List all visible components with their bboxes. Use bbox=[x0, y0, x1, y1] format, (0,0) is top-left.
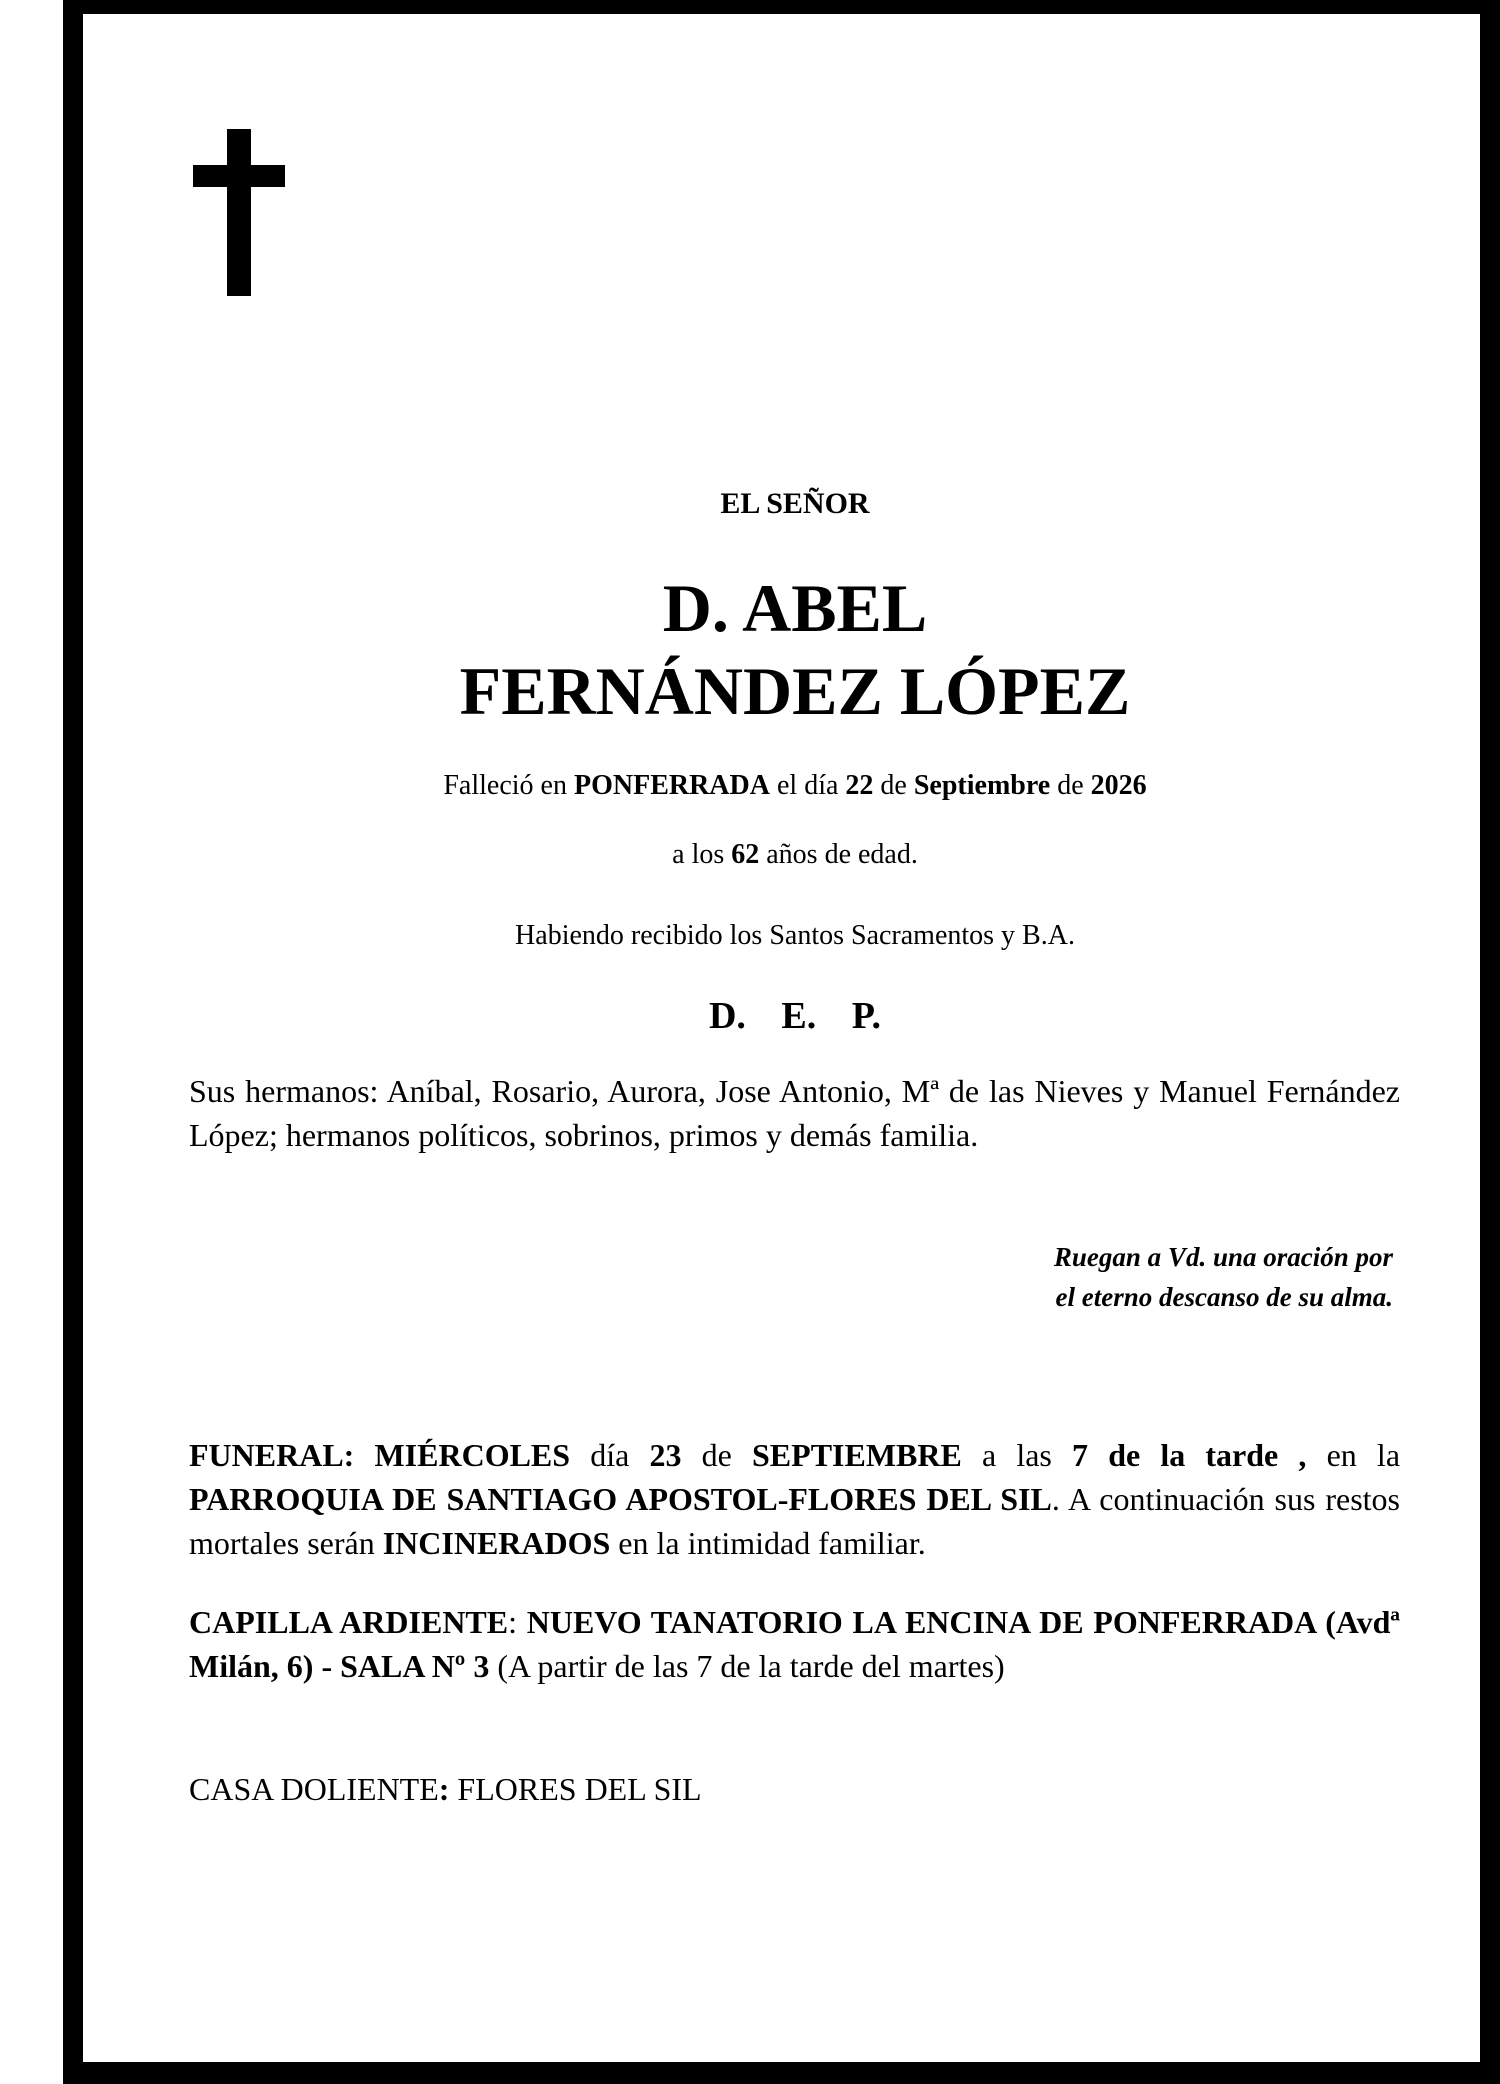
rip-text: D. E. P. bbox=[708, 995, 881, 1037]
family-text: Sus hermanos: Aníbal, Rosario, Aurora, Jose Antonio, Mª de las Nieves y Manuel Fernández López; hermanos políticos, sobrinos, primos y demás familia. bbox=[189, 1073, 1400, 1153]
deceased-name-line2: FERNÁNDEZ LÓPEZ bbox=[459, 653, 1131, 729]
chapel-info: CAPILLA ARDIENTE: NUEVO TANATORIO LA ENCINA DE PONFERRADA (Avdª Milán, 6) - SALA Nº 3 (A partir de las 7 de la tarde del martes) bbox=[189, 1604, 1401, 1684]
death-info: Falleció en PONFERRADA el día 22 de Septiembre de 2026 bbox=[443, 770, 1147, 801]
deceased-name-line1: D. ABEL bbox=[662, 570, 928, 646]
house-info: CASA DOLIENTE: FLORES DEL SIL bbox=[189, 1771, 702, 1807]
cross-icon bbox=[193, 129, 285, 296]
title-prefix: EL SEÑOR bbox=[720, 487, 870, 520]
sacraments-text: Habiendo recibido los Santos Sacramentos y B.A. bbox=[515, 920, 1075, 951]
age-info: a los 62 años de edad. bbox=[672, 839, 918, 870]
prayer-request: Ruegan a Vd. una oración por el eterno descanso de su alma. bbox=[1053, 1242, 1393, 1312]
funeral-info: FUNERAL: MIÉRCOLES día 23 de SEPTIEMBRE a las 7 de la tarde , en la PARROQUIA DE SANTIAGO APOSTOL-FLORES DEL SIL. A continuación sus restos mortales serán INCINERADOS en la intimidad familiar. bbox=[189, 1437, 1401, 1561]
